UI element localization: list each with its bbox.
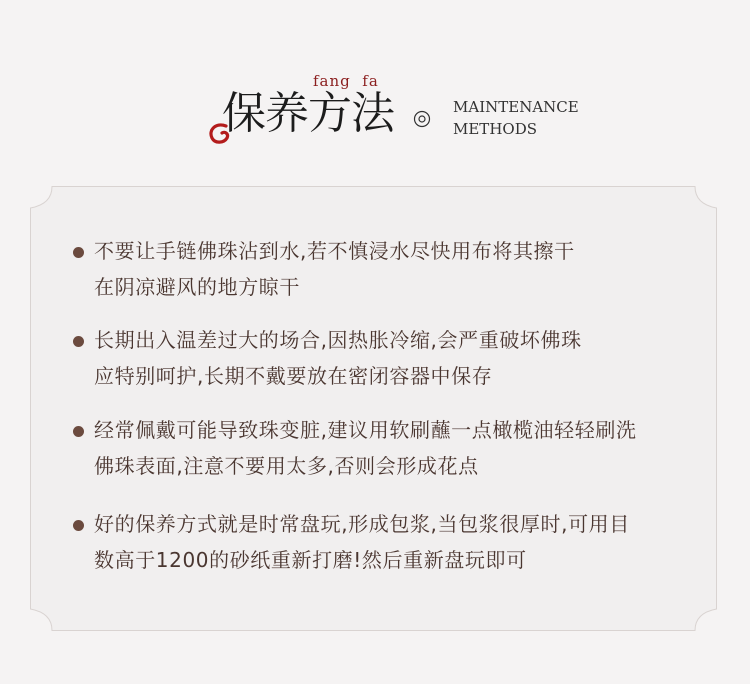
- bullet-dot-icon: [73, 520, 84, 531]
- page-title: 保养方法: [222, 88, 394, 139]
- item-line: 佛珠表面,注意不要用太多,否则会形成花点: [94, 454, 479, 478]
- item-line: 长期出入温差过大的场合,因热胀冷缩,会严重破坏佛珠: [94, 328, 582, 352]
- item-line: 不要让手链佛珠沾到水,若不慎浸水尽快用布将其擦干: [94, 239, 575, 263]
- item-line: 应特别呵护,长期不戴要放在密闭容器中保存: [94, 364, 493, 388]
- bullet-dot-icon: [73, 336, 84, 347]
- english-title-line1: MAINTENANCE: [453, 98, 579, 116]
- section-header: [0, 0, 750, 170]
- item-line: 在阴凉避风的地方晾干: [94, 275, 300, 299]
- list-item: [66, 322, 582, 394]
- target-circle-icon: [413, 110, 431, 128]
- list-item: [66, 412, 637, 484]
- item-line: 经常佩戴可能导致珠变脏,建议用软刷蘸一点橄榄油轻轻刷洗: [94, 418, 637, 442]
- pinyin-label: fang fa: [313, 72, 379, 90]
- english-title-line2: METHODS: [453, 120, 537, 138]
- english-title: [453, 96, 579, 140]
- bullet-dot-icon: [73, 247, 84, 258]
- item-line: 好的保养方式就是时常盘玩,形成包浆,当包浆很厚时,可用目: [94, 512, 630, 536]
- item-line: 数高于1200的砂纸重新打磨!然后重新盘玩即可: [94, 548, 527, 572]
- list-item: [66, 506, 630, 578]
- bullet-dot-icon: [73, 426, 84, 437]
- list-item: [66, 233, 575, 305]
